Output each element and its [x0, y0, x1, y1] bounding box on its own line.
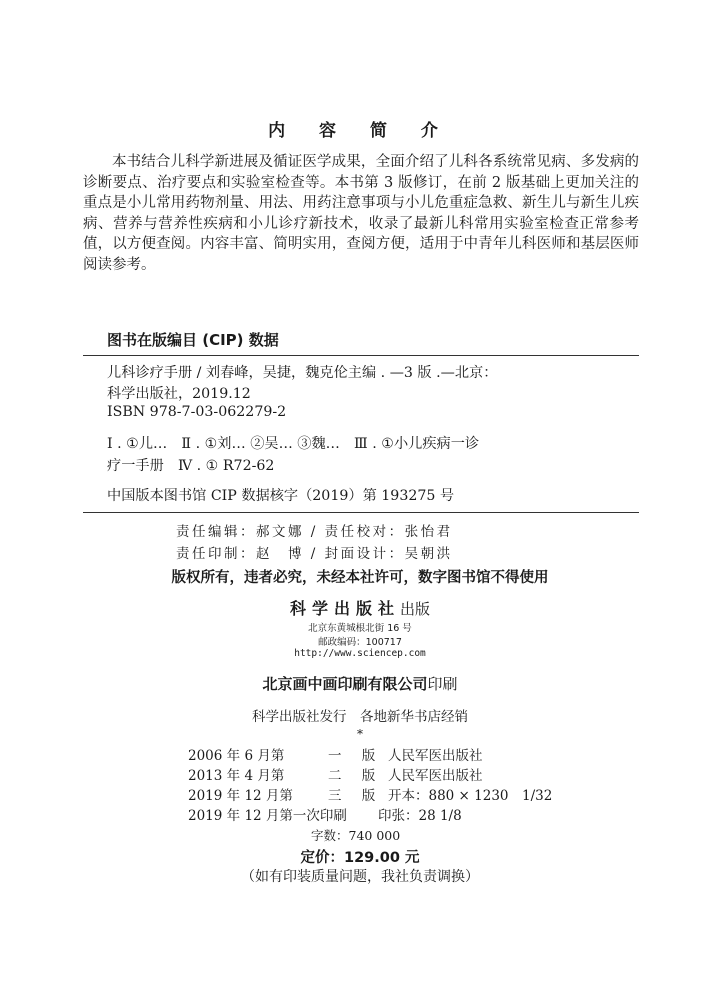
cip-isbn: ISBN 978-7-03-062279-2	[107, 404, 287, 420]
cip-record: 中国版本图书馆 CIP 数据核字（2019）第 193275 号	[107, 488, 455, 504]
cip-line-2: 科学出版社，2019.12	[107, 386, 251, 402]
credits-line-2: 责任印制：赵 博 / 封面设计：吴朝洪	[176, 546, 453, 562]
publisher-suffix: 出版	[400, 600, 431, 618]
edition-info: 印张：28 1/8	[378, 808, 462, 824]
summary-title: 内 容 简 介	[268, 121, 452, 141]
summary-block	[83, 152, 639, 275]
price: 定价：129.00 元	[300, 850, 420, 866]
edition-number: 一 版	[328, 748, 384, 764]
distribution-line: 科学出版社发行 各地新华书店经销	[252, 709, 468, 725]
publisher-postcode: 邮政编码：100717	[318, 637, 402, 648]
cip-heading: 图书在版编目 (CIP) 数据	[107, 331, 279, 349]
publisher-line	[0, 596, 720, 619]
word-count: 字数：740 000	[311, 828, 401, 843]
edition-number: 二 版	[328, 768, 384, 784]
printer-suffix: 印刷	[427, 675, 458, 693]
divider	[83, 512, 639, 513]
edition-row	[188, 744, 483, 764]
publisher-address: 北京东黄城根北街 16 号	[308, 623, 412, 634]
replacement-note: （如有印装质量问题，我社负责调换）	[241, 869, 479, 885]
edition-number: 三 版	[328, 788, 384, 804]
edition-info: 开本：880 × 1230 1/32	[388, 788, 553, 804]
edition-date: 2019 年 12 月第	[188, 788, 293, 804]
divider	[83, 355, 639, 356]
printer-line	[0, 673, 720, 694]
edition-row	[188, 764, 483, 784]
separator-star: *	[357, 727, 363, 741]
edition-row	[188, 804, 462, 824]
edition-row	[188, 784, 552, 804]
printer-logo: 北京画中画印刷有限公司	[262, 675, 428, 693]
cip-classification-1: Ⅰ . ①儿… Ⅱ . ①刘… ②吴… ③魏… Ⅲ . ①小儿疾病一诊	[107, 436, 480, 452]
edition-date: 2013 年 4 月第	[188, 768, 285, 784]
copyright-notice: 版权所有，违者必究，未经本社许可，数字图书馆不得使用	[171, 570, 549, 586]
edition-date: 2019 年 12 月第一次印刷	[188, 808, 347, 824]
credits-line-1: 责任编辑：郝文娜 / 责任校对：张怡君	[176, 524, 453, 540]
publisher-logo: 科学出版社	[289, 599, 400, 618]
publisher-url: http://www.sciencep.com	[294, 648, 426, 659]
edition-info: 人民军医出版社	[388, 768, 483, 784]
edition-info: 人民军医出版社	[388, 748, 483, 764]
summary-paragraph: 本书结合儿科学新进展及循证医学成果，全面介绍了儿科各系统常见病、多发病的诊断要点、治疗要点和实验室检查等。本书第 3 版修订，在前 2 版基础上更加关注的重点是小儿常用药物剂量、用法、用药注意事项与小儿危重症急救、新生儿与新生儿疾病、营养与营养性疾病和小儿诊疗新技术，收录了最新儿科常用实验室检查正常参考值，以方便查阅。内容丰富、简明实用，查阅方便，适用于中青年儿科医师和基层医师阅读参考。	[83, 154, 639, 273]
cip-classification-2: 疗一手册 Ⅳ . ① R72-62	[107, 458, 275, 474]
cip-line-1: 儿科诊疗手册 / 刘春峰，吴捷，魏克伦主编 . —3 版 .—北京：	[107, 365, 498, 381]
edition-date: 2006 年 6 月第	[188, 748, 285, 764]
